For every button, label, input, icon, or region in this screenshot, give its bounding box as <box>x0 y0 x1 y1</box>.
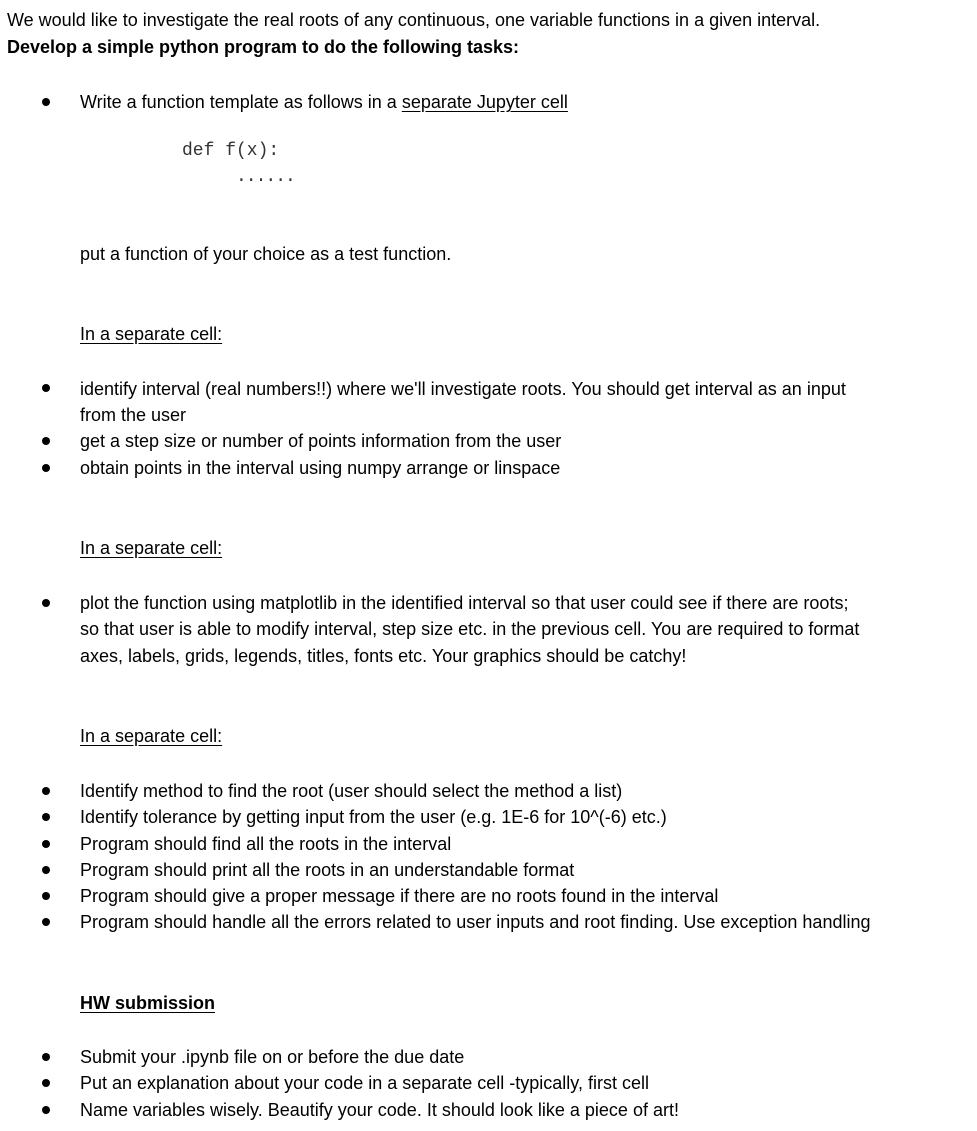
code-line-def: def f(x): <box>182 141 280 161</box>
section1-item-1 <box>80 89 568 115</box>
section2-item-3: obtain points in the interval using numpy arrange or linspace <box>80 458 561 478</box>
section4-item-4: Program should print all the roots in an understandable format <box>80 860 575 880</box>
section5-item-1: Submit your .ipynb file on or before the due date <box>80 1047 465 1067</box>
bullet-icon <box>42 1053 50 1061</box>
bullet-icon <box>42 98 50 106</box>
bullet-icon <box>42 599 50 607</box>
section3-item-1-line-2: so that user is able to modify interval, step size etc. in the previous cell. You are required to format <box>80 619 860 639</box>
section2-item-1-line-2: from the user <box>80 405 187 425</box>
intro-line-2: Develop a simple python program to do the following tasks: <box>7 37 520 57</box>
section5-item-2: Put an explanation about your code in a separate cell -typically, first cell <box>80 1073 649 1093</box>
bullet-icon <box>42 384 50 392</box>
bullet-icon <box>42 840 50 848</box>
section3-item-1-line-3: axes, labels, grids, legends, titles, fonts etc. Your graphics should be catchy! <box>80 646 687 666</box>
section4-item-3: Program should find all the roots in the interval <box>80 834 452 854</box>
section5-heading: HW submission <box>80 993 216 1013</box>
intro-line-1: We would like to investigate the real roots of any continuous, one variable functions in a given interval. <box>7 10 821 30</box>
bullet-icon <box>42 866 50 874</box>
code-line-ellipsis: ...... <box>236 167 295 187</box>
section1-item-1-text: Write a function template as follows in a <box>80 92 402 112</box>
bullet-icon <box>42 464 50 472</box>
section2-item-2: get a step size or number of points information from the user <box>80 431 562 451</box>
section5-item-3: Name variables wisely. Beautify your code. It should look like a piece of art! <box>80 1100 679 1120</box>
section3-heading: In a separate cell: <box>80 538 223 558</box>
bullet-icon <box>42 437 50 445</box>
bullet-icon <box>42 1106 50 1114</box>
bullet-icon <box>42 918 50 926</box>
bullet-icon <box>42 813 50 821</box>
bullet-icon <box>42 1079 50 1087</box>
section3-item-1-line-1: plot the function using matplotlib in the identified interval so that user could see if there are roots; <box>80 593 849 613</box>
separate-jupyter-cell-text: separate Jupyter cell <box>401 92 568 112</box>
section2-heading: In a separate cell: <box>80 324 223 344</box>
section4-item-1: Identify method to find the root (user should select the method a list) <box>80 781 623 801</box>
section4-heading: In a separate cell: <box>80 726 223 746</box>
section4-item-2: Identify tolerance by getting input from the user (e.g. 1E-6 for 10^(-6) etc.) <box>80 807 667 827</box>
section4-item-5: Program should give a proper message if there are no roots found in the interval <box>80 886 719 906</box>
section4-item-6: Program should handle all the errors related to user inputs and root finding. Use exception handling <box>80 912 871 932</box>
section2-item-1-line-1: identify interval (real numbers!!) where we'll investigate roots. You should get interval as an input <box>80 379 846 399</box>
section1-note: put a function of your choice as a test function. <box>80 244 452 264</box>
bullet-icon <box>42 787 50 795</box>
bullet-icon <box>42 892 50 900</box>
